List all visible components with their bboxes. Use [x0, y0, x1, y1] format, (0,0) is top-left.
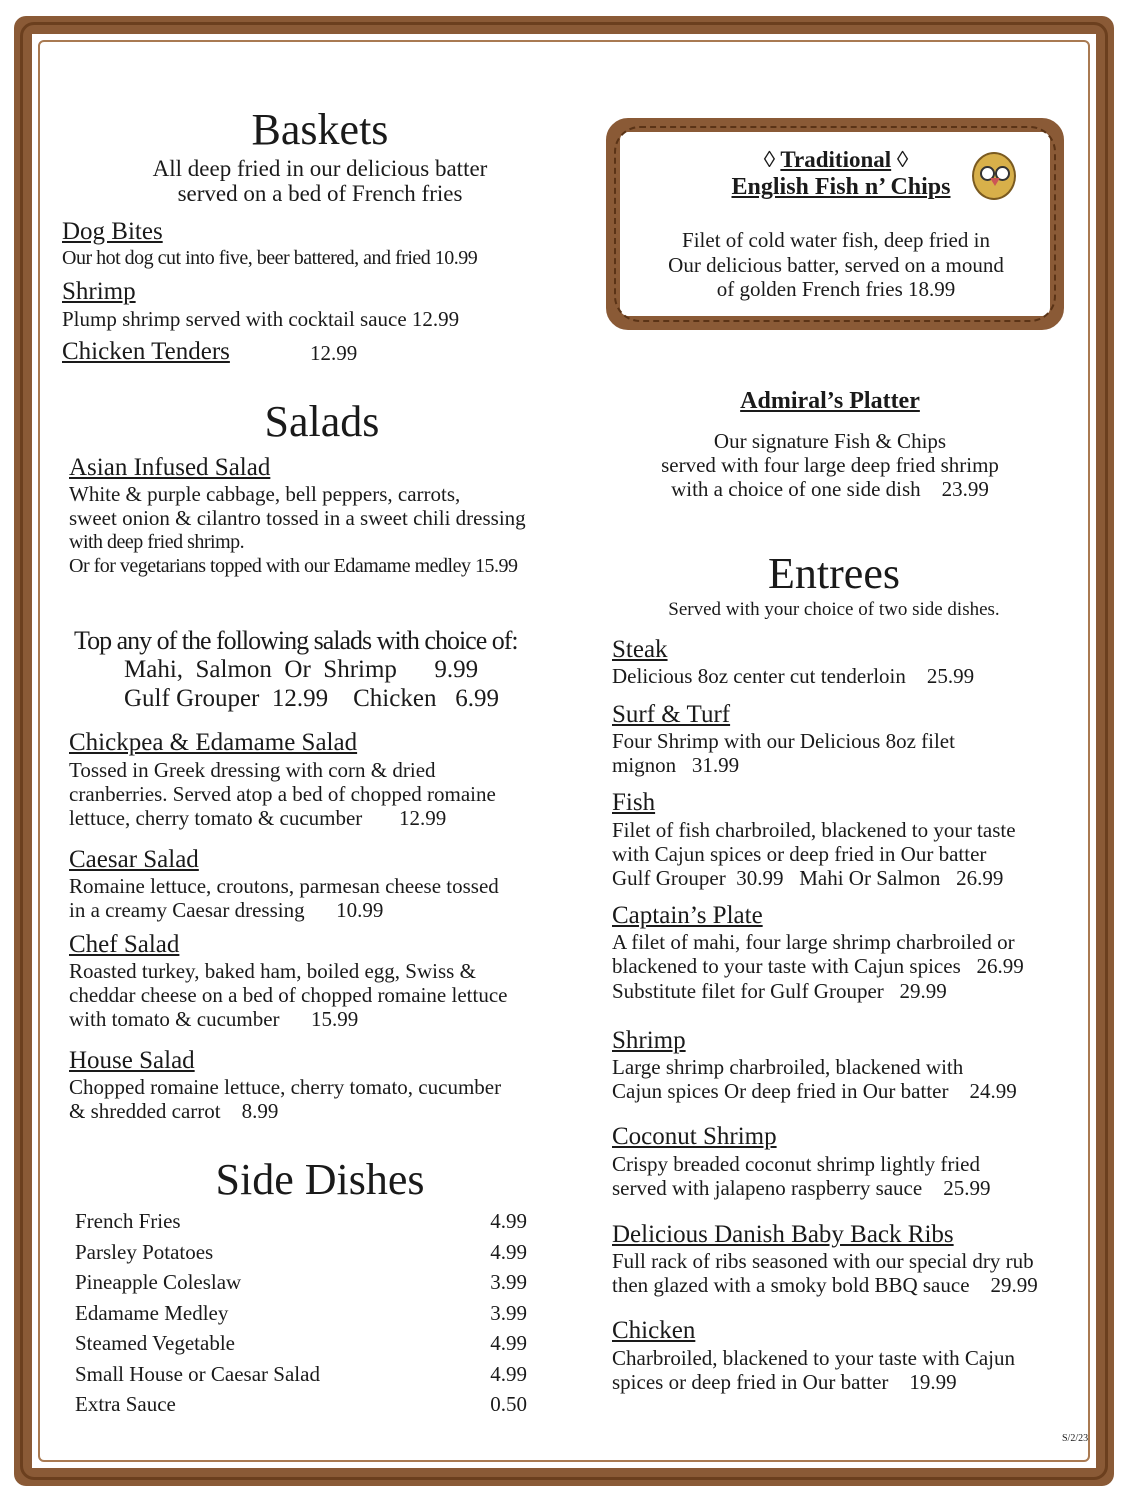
shrimp-entree-line-2: Cajun spices Or deep fried in Our batter 24.99 — [612, 1079, 1017, 1103]
fish-line-2: with Cajun spices or deep fried in Our batter — [612, 842, 987, 866]
salads-title: Salads — [264, 397, 380, 446]
admirals-line-2: served with four large deep fried shrimp — [661, 453, 999, 477]
list-item — [75, 1298, 527, 1329]
side-name: Parsley Potatoes — [75, 1239, 214, 1264]
version-code: S/2/23 — [1062, 1433, 1089, 1444]
side-price: 4.99 — [490, 1331, 527, 1355]
side-name: French Fries — [75, 1209, 181, 1233]
captains-plate-title: Captain’s Plate — [612, 902, 763, 929]
list-item — [75, 1359, 527, 1390]
house-salad-line-2: & shredded carrot 8.99 — [69, 1099, 279, 1123]
entrees-title: Entrees — [768, 549, 900, 598]
surf-turf-line-2: mignon 31.99 — [612, 753, 740, 777]
featured-title-1: Traditional — [780, 147, 892, 172]
asian-salad-line-2: sweet onion & cilantro tossed in a sweet chili dressing — [69, 506, 526, 530]
captains-plate-line-1: A filet of mahi, four large shrimp charbroiled or — [612, 930, 1015, 954]
steak-title: Steak — [612, 636, 668, 663]
chickpea-salad-line-3: lettuce, cherry tomato & cucumber 12.99 — [69, 806, 447, 830]
shrimp-entree-line-1: Large shrimp charbroiled, blackened with — [612, 1055, 964, 1079]
topping-line-2: Gulf Grouper 12.99 Chicken 6.99 — [124, 685, 499, 712]
chicken-tenders-price: 12.99 — [310, 341, 358, 365]
chickpea-salad-line-2: cranberries. Served atop a bed of chopped romaine — [69, 782, 496, 806]
list-item — [75, 1267, 527, 1298]
baskets-subtitle-2: served on a bed of French fries — [177, 181, 463, 206]
chef-salad-line-1: Roasted turkey, baked ham, boiled egg, Swiss & — [69, 959, 476, 983]
entrees-subtitle: Served with your choice of two side dishes. — [668, 599, 1000, 620]
ribs-line-1: Full rack of ribs seasoned with our special dry rub — [612, 1249, 1034, 1273]
chickpea-salad-line-1: Tossed in Greek dressing with corn & dried — [69, 758, 436, 782]
featured-desc-2: Our delicious batter, served on a mound — [668, 253, 1004, 277]
ribs-title: Delicious Danish Baby Back Ribs — [612, 1221, 954, 1248]
side-name: Extra Sauce — [75, 1392, 176, 1416]
asian-salad-title: Asian Infused Salad — [69, 454, 271, 481]
chef-salad-line-3: with tomato & cucumber 15.99 — [69, 1007, 359, 1031]
chickpea-salad-title: Chickpea & Edamame Salad — [69, 729, 358, 756]
dog-bites-desc: Our hot dog cut into five, beer battered, and fried 10.99 — [62, 247, 478, 269]
admirals-line-1: Our signature Fish & Chips — [713, 429, 947, 453]
coconut-shrimp-line-2: served with jalapeno raspberry sauce 25.99 — [612, 1176, 991, 1200]
surf-turf-title: Surf & Turf — [612, 701, 731, 728]
featured-desc-1: Filet of cold water fish, deep fried in — [682, 228, 990, 252]
owl-icon — [972, 152, 1016, 200]
house-salad-line-1: Chopped romaine lettuce, cherry tomato, cucumber — [69, 1075, 502, 1099]
captains-plate-line-3: Substitute filet for Gulf Grouper 29.99 — [612, 979, 947, 1003]
chicken-entree-title: Chicken — [612, 1317, 696, 1344]
diamond-icon: ◊ — [896, 147, 909, 172]
fish-title: Fish — [612, 789, 656, 816]
featured-desc-3: of golden French fries 18.99 — [716, 277, 956, 301]
shrimp-basket-desc: Plump shrimp served with cocktail sauce 12.99 — [62, 307, 460, 331]
caesar-salad-line-1: Romaine lettuce, croutons, parmesan cheese tossed — [69, 874, 499, 898]
side-name: Pineapple Coleslaw — [75, 1270, 242, 1294]
side-name: Edamame Medley — [75, 1300, 229, 1325]
coconut-shrimp-line-1: Crispy breaded coconut shrimp lightly fried — [612, 1152, 981, 1176]
list-item — [75, 1206, 527, 1237]
admirals-platter-title: Admiral’s Platter — [740, 388, 920, 414]
side-name: Small House or Caesar Salad — [75, 1361, 320, 1386]
shrimp-entree-title: Shrimp — [612, 1027, 686, 1054]
side-dishes-title: Side Dishes — [215, 1155, 425, 1204]
list-item — [75, 1237, 527, 1268]
ribs-line-2: then glazed with a smoky bold BBQ sauce 29.99 — [612, 1273, 1038, 1297]
asian-salad-line-4: Or for vegetarians topped with our Edamame medley 15.99 — [69, 555, 518, 577]
baskets-title: Baskets — [251, 105, 389, 154]
surf-turf-line-1: Four Shrimp with our Delicious 8oz filet — [612, 729, 955, 753]
side-price: 4.99 — [490, 1361, 527, 1386]
shrimp-basket-title: Shrimp — [62, 278, 136, 305]
dog-bites-title: Dog Bites — [62, 218, 163, 245]
topping-line-1: Mahi, Salmon Or Shrimp 9.99 — [124, 656, 479, 683]
chef-salad-line-2: cheddar cheese on a bed of chopped romaine lettuce — [69, 983, 508, 1007]
coconut-shrimp-title: Coconut Shrimp — [612, 1123, 777, 1150]
list-item — [75, 1389, 527, 1420]
list-item — [75, 1328, 527, 1359]
topping-heading: Top any of the following salads with choice of: — [74, 626, 518, 655]
featured-title-2: English Fish n’ Chips — [731, 174, 951, 200]
chicken-entree-line-1: Charbroiled, blackened to your taste with Cajun — [612, 1346, 1015, 1370]
baskets-subtitle-1: All deep fried in our delicious batter — [152, 156, 488, 181]
asian-salad-line-3: with deep fried shrimp. — [69, 531, 245, 553]
side-price: 4.99 — [490, 1239, 527, 1264]
side-price: 3.99 — [490, 1300, 527, 1325]
fish-line-3: Gulf Grouper 30.99 Mahi Or Salmon 26.99 — [612, 866, 1004, 890]
chef-salad-title: Chef Salad — [69, 931, 180, 958]
diamond-icon: ◊ — [763, 147, 776, 172]
side-price: 4.99 — [490, 1209, 527, 1233]
caesar-salad-title: Caesar Salad — [69, 846, 199, 873]
steak-desc: Delicious 8oz center cut tenderloin 25.99 — [612, 664, 975, 688]
fish-line-1: Filet of fish charbroiled, blackened to your taste — [612, 818, 1016, 842]
side-price: 3.99 — [490, 1270, 527, 1294]
side-dishes-list — [75, 1206, 527, 1420]
admirals-line-3: with a choice of one side dish 23.99 — [671, 477, 989, 501]
chicken-entree-line-2: spices or deep fried in Our batter 19.99 — [612, 1370, 957, 1394]
side-name: Steamed Vegetable — [75, 1331, 235, 1355]
captains-plate-line-2: blackened to your taste with Cajun spices 26.99 — [612, 954, 1024, 978]
house-salad-title: House Salad — [69, 1047, 195, 1074]
side-price: 0.50 — [490, 1392, 527, 1416]
asian-salad-line-1: White & purple cabbage, bell peppers, carrots, — [69, 482, 461, 506]
caesar-salad-line-2: in a creamy Caesar dressing 10.99 — [69, 898, 384, 922]
chicken-tenders-title: Chicken Tenders — [62, 338, 230, 365]
